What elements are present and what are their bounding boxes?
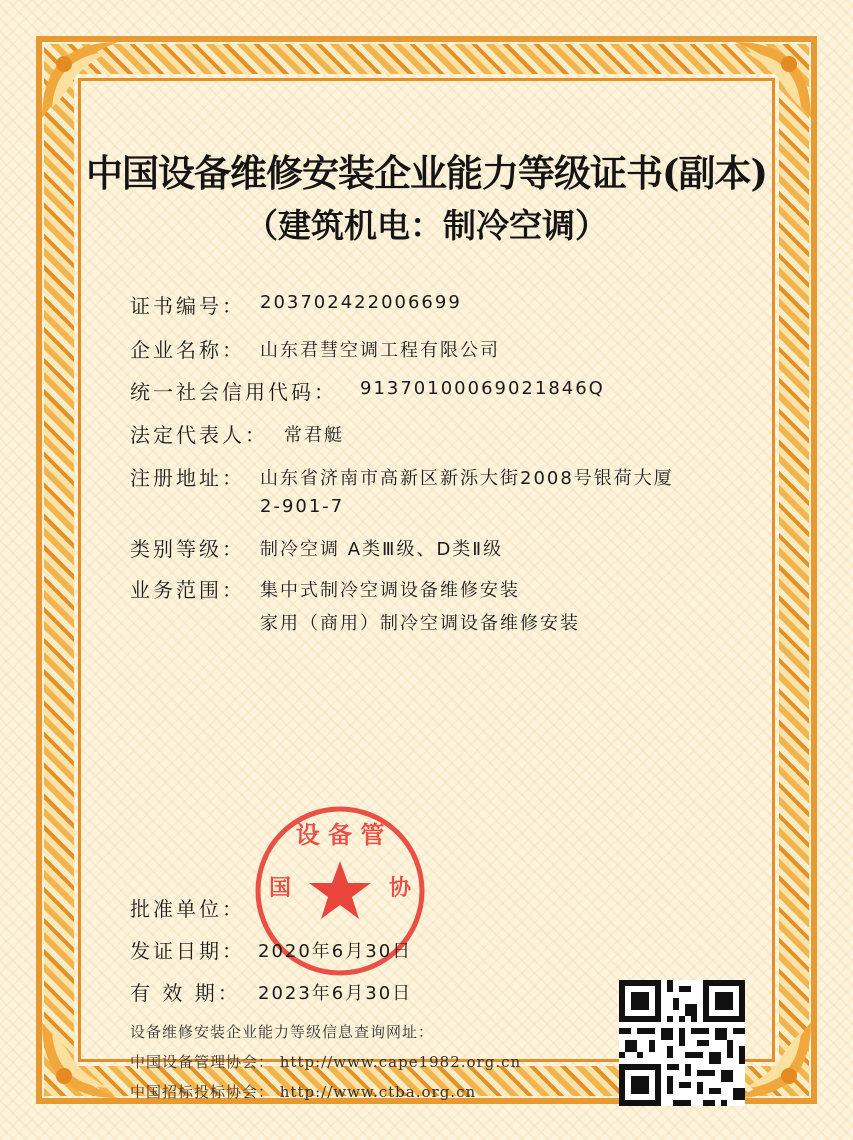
address-label: 注册地址： <box>130 466 245 490</box>
scope-line-2: 家用（商用）制冷空调设备维修安装 <box>260 613 580 634</box>
qr-code-icon <box>619 980 745 1106</box>
cape-website-line: 中国设备管理协会： http://www.cape1982.org.cn <box>130 1053 522 1071</box>
legal-rep-label: 法定代表人： <box>130 423 268 447</box>
valid-until-label: 有 效 期： <box>130 981 241 1005</box>
company-value: 山东君彗空调工程有限公司 <box>260 340 500 361</box>
ctba-website-line: 中国招标投标协会： http://www.ctba.org.cn <box>130 1083 477 1101</box>
scope-label: 业务范围： <box>130 578 245 602</box>
svg-text:设 备 管: 设 备 管 <box>295 820 385 849</box>
cert-no-value: 203702422006699 <box>260 292 462 313</box>
issue-date-value: 2020年6月30日 <box>258 941 413 962</box>
svg-text:国: 国 <box>268 875 292 901</box>
company-label: 企业名称： <box>130 338 245 362</box>
credit-code-value: 91370100069021846Q <box>360 378 605 399</box>
query-info-line: 设备维修安装企业能力等级信息查询网址： <box>130 1023 435 1041</box>
cert-no-label: 证书编号： <box>130 294 245 318</box>
grade-label: 类别等级： <box>130 537 245 561</box>
scope-line-1: 集中式制冷空调设备维修安装 <box>260 580 520 601</box>
address-line-1: 山东省济南市高新区新泺大街2008号银荷大厦 <box>260 468 674 489</box>
certificate-subtitle: （建筑机电：制冷空调） <box>245 206 608 245</box>
svg-text:协: 协 <box>388 875 412 901</box>
address-line-2: 2-901-7 <box>260 496 345 517</box>
credit-code-label: 统一社会信用代码： <box>130 380 337 404</box>
corner-ornament-icon <box>731 38 815 122</box>
grade-value: 制冷空调 A类Ⅲ级、D类Ⅱ级 <box>260 539 504 560</box>
issue-date-label: 发证日期： <box>130 939 245 963</box>
valid-until-value: 2023年6月30日 <box>258 983 413 1004</box>
approver-label: 批准单位： <box>130 897 245 921</box>
corner-ornament-icon <box>38 38 122 122</box>
certificate-title: 中国设备维修安装企业能力等级证书(副本) <box>85 151 767 195</box>
legal-rep-value: 常君艇 <box>284 425 344 446</box>
corner-ornament-icon <box>38 1018 122 1102</box>
